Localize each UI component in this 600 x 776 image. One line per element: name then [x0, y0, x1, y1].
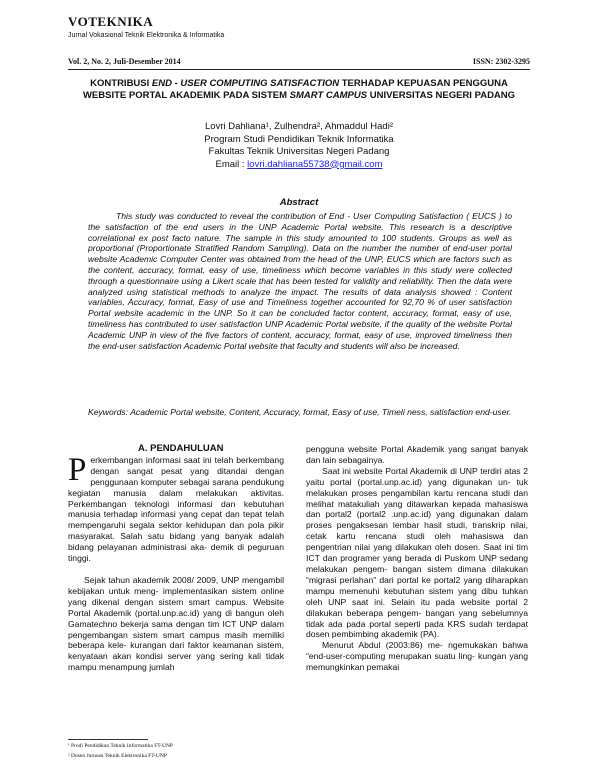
abstract-heading: Abstract [279, 197, 319, 208]
journal-logo: VOTEKNIKA [68, 14, 154, 29]
author-faculty: Fakultas Teknik Universitas Negeri Padang [208, 146, 390, 157]
footnote-2: ² Dosen Jurusan Teknik Elektronika FT-UNP [68, 753, 167, 759]
author-program: Program Studi Pendidikan Teknik Informatika [204, 133, 394, 145]
left-column [68, 444, 284, 673]
right-paragraph-3: Menurut Abdul (2003:86) me- ngemukakan bahwa “end-user-computing merupakan suatu ling- kungan yang memungkinkan pemakai [306, 640, 528, 673]
right-paragraph-1: pengguna website Portal Akademik yang sangat banyak dan lain sebagainya. [306, 444, 528, 465]
title-italic-1: END - USER COMPUTING SATISFACTION [151, 78, 340, 89]
title-part-3: UNIVERSITAS NEGERI PADANG [367, 89, 516, 101]
issn: ISSN: 2302-3295 [472, 57, 530, 66]
keywords: Keywords: Academic Portal website, Content, Accuracy, format, Easy of use, Timeli ness, satisfaction end-user. [88, 407, 512, 417]
title-italic-2: SMART CAMPUS [289, 89, 368, 101]
section-heading: A. PENDAHULUAN [138, 443, 224, 454]
footnote-rule [68, 739, 148, 740]
right-paragraph-2: Saat ini website Portal Akademik di UNP terdiri atas 2 yaitu portal (portal.unp.ac.id) yang digunakan un- tuk melakukan proses pengambilan kartu rencana studi dan melihat matakuliah yang ditawarkan kepada mahasiswa dan portal2 (portal2 .unp.ac.id) yang digunakan dalam proses pengaksesan lembar hasil studi, transkrip nilai, cetak kartu rencana studi oleh mahasiswa dan pengentrian nilai yang dilakukan oleh dosen. Saat ini tim ICT dan programer yang berada di Puskom UNP sedang melakukan pengem- bangan sistem dimana dilakukan “migrasi perlahan” dari portal ke portal2 yang diharapkan mampu memenuhi kebutuhan sistem yang dibu tuhkan oleh UNP saat ini. Selain itu pada website portal 2 dilakukan beberapa pengem- bangan yang sebelumnya tidak ada pada portal seperti pada KRS sudah terdapat dosen pembimbing akademik (PA). [306, 465, 528, 640]
intro-paragraph-1-text: erkembangan informasi saat ini telah berkembang dengan sangat pesat yang ditandai dengan penggunaan komputer sebagai sarana pendukung kegiatan manusia dalam melakukan aktivitas. Perkembangan teknologi informasi dan kebutuhan manusia terhadap informasi yang cepat dan tepat telah mempengaruhi segala sektor kehidupan dan pola pikir masyarakat. Salah satu bidang yang banyak adalah bidang pelayanan administrasi aka- demik di peguruan tinggi. [68, 454, 284, 564]
drop-cap: P [68, 451, 87, 488]
intro-paragraph-2: Sejak tahun akademik 2008/ 2009, UNP mengambil kebijakan untuk meng- implementasikan sistem online yang dikenal dengan sistem smart campus. Website Portal Akademik (portal.unp.ac.id) yang di bangun oleh Gamatechno bekerja sama dengan tim ICT UNP dalam pengembangan sistem smart campus masih memiliki beberapa kele- kurangan dari faktor keamanan sistem, kenyataan akan kondisi server yang sering kali tidak mampu menampung jumlah [68, 574, 284, 673]
header-rule [68, 69, 530, 70]
author-names: Lovri Dahliana¹, Zulhendra², Ahmaddul Hadi² [205, 121, 393, 132]
email-link[interactable]: lovri.dahliana55738@gmail.com [247, 158, 383, 170]
paper-title [68, 78, 530, 101]
right-column [306, 444, 528, 673]
volume-line: Vol. 2, No. 2, Juli-Desember 2014 [68, 57, 181, 66]
author-email-line [68, 159, 530, 172]
title-part-2: TERHADAP KEPUASAN PENGGUNA WEBSITE PORTAL AKADEMIK PADA SISTEM [82, 78, 508, 101]
intro-paragraph-1 [68, 451, 284, 564]
abstract-text: This study was conducted to reveal the contribution of End - User Computing Satisfaction ( EUCS ) to the satisfaction of the end users in the UNP Academic Portal website. This research is a descriptive correlational ex post facto nature. The sample in this study amounted to 100 students. Groups as well as proportional (Proportionate Stratified Random Sampling). Data on the number the number of end-user portal website Academic Computer Center was obtained from the head of the UNP, EUCS which are factors such as the content, accuracy, format, easy of use, timeliness which become variables in this study were collected through a questionnaire using a Likert scale that has been tested for validity and reliability. Then the data were analyzed using statistical methods to analyze the impact. The results of data analysis showed : Content variables, Accuracy, format, Easy of use and Timeliness together accounted for 92,70 % of user satisfaction Portal website academic in the UNP. So it can be concluded factor content, accuracy, format, easy of use, timeliness has contributed to user satisfaction UNP Academic Portal website, if the quality of the website Portal Academic UNP in view of the five factors of content, accuracy, format, easy of use, improved timeliness then the end-user satisfaction Academic Portal website that faculty and students will also be increased. [88, 211, 512, 351]
footnote-1: ¹ Prodi Pendidikan Teknik Informatika FT-UNP [68, 743, 173, 749]
journal-subtitle: Jurnal Vokasional Teknik Elektronika & Informatika [68, 32, 225, 39]
author-block [68, 121, 530, 171]
title-part-1: KONTRIBUSI [90, 78, 152, 89]
email-label: Email : [215, 158, 248, 170]
